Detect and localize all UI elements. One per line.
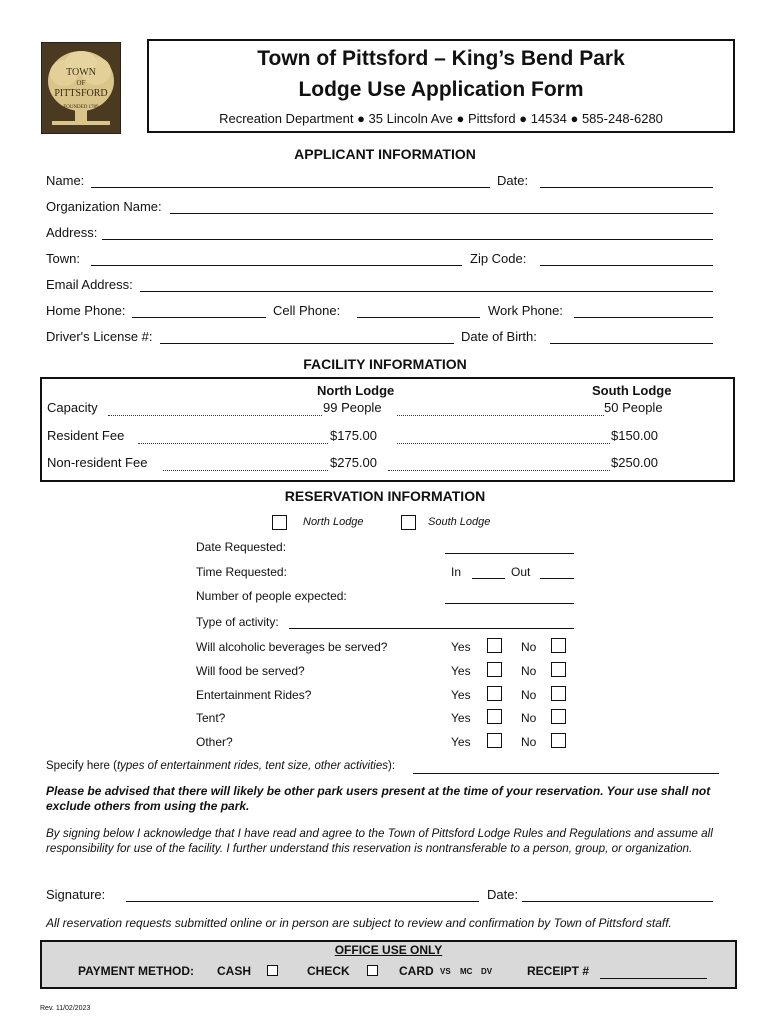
email-field[interactable] [140,291,713,292]
south-nonresident-fee: $250.00 [611,455,658,470]
north-lodge-checkbox[interactable] [272,515,287,530]
cell-phone-field[interactable] [357,317,480,318]
leader-dots [397,415,604,416]
north-lodge-header: North Lodge [317,383,395,398]
address-field[interactable] [102,239,713,240]
specify-label-end: ): [387,760,396,772]
south-lodge-header: South Lodge [592,383,672,398]
south-lodge-option-label: South Lodge [428,516,491,528]
north-nonresident-fee: $275.00 [330,455,377,470]
people-expected-label: Number of people expected: [196,589,347,603]
time-in-label: In [451,565,462,579]
address-label: Address: [46,225,98,240]
activity-type-label: Type of activity: [196,615,279,629]
email-label: Email Address: [46,277,133,292]
logo-line-4: FOUNDED 1789 [63,105,99,110]
form-title-line-1: Town of Pittsford – King’s Bend Park [257,47,625,70]
yes-label: Yes [451,688,471,702]
time-requested-label: Time Requested: [196,565,287,579]
specify-field[interactable] [413,773,719,774]
receipt-field[interactable] [600,978,707,979]
title-box [147,39,735,133]
south-lodge-checkbox[interactable] [401,515,416,530]
leader-dots [397,443,610,444]
receipt-label: RECEIPT # [527,964,590,978]
no-label: No [521,688,537,702]
leader-dots [388,470,610,471]
department-address: Recreation Department ● 35 Lincoln Ave ● Pittsford ● 14534 ● 585-248-6280 [219,111,663,126]
town-label: Town: [46,251,80,266]
date-label: Date: [497,173,529,188]
south-resident-fee: $150.00 [611,428,658,443]
no-label: No [521,664,537,678]
license-label: Driver's License #: [46,329,153,344]
tent-question: Tent? [196,711,226,725]
payment-method-label: PAYMENT METHOD: [78,964,195,978]
town-logo [41,42,121,134]
card-mc-label: MC [460,967,473,976]
time-in-field[interactable] [472,578,505,579]
signature-date-field[interactable] [522,901,713,902]
no-label: No [521,735,537,749]
organization-field[interactable] [170,213,713,214]
date-field[interactable] [540,187,713,188]
food-no-checkbox[interactable] [551,662,566,677]
no-label: No [521,711,537,725]
rides-no-checkbox[interactable] [551,686,566,701]
date-requested-label: Date Requested: [196,540,287,554]
work-phone-label: Work Phone: [488,303,563,318]
facility-heading: FACILITY INFORMATION [303,356,467,372]
tent-yes-checkbox[interactable] [487,709,502,724]
revision-label: Rev. 11/02/2023 [40,1005,91,1012]
card-dv-label: DV [481,967,493,976]
applicant-heading: APPLICANT INFORMATION [294,146,476,162]
card-vs-label: VS [440,967,451,976]
organization-label: Organization Name: [46,199,162,214]
north-capacity: 99 People [323,400,382,415]
home-phone-label: Home Phone: [46,303,126,318]
activity-type-field[interactable] [289,628,574,629]
rides-yes-checkbox[interactable] [487,686,502,701]
yes-label: Yes [451,664,471,678]
yes-label: Yes [451,711,471,725]
resident-fee-label: Resident Fee [47,428,125,443]
signature-field[interactable] [126,901,479,902]
other-yes-checkbox[interactable] [487,733,502,748]
alcohol-yes-checkbox[interactable] [487,638,502,653]
time-out-label: Out [511,565,531,579]
yes-label: Yes [451,640,471,654]
signature-date-label: Date: [487,887,519,902]
review-note: All reservation requests submitted online or in person are subject to review and confirmation by Town of Pittsford staff. [46,916,672,930]
zip-label: Zip Code: [470,251,527,266]
card-label: CARD [399,964,434,978]
agreement-text: By signing below I acknowledge that I have read and agree to the Town of Pittsford Lodge Rules and Regulations and assume all responsibility for use of the facility. I further understand this reservation is nontransferable to a person, group, or organization. [46,827,713,855]
date-requested-field[interactable] [445,553,574,554]
specify-label-start: Specify here ( [46,760,117,772]
nonresident-fee-label: Non-resident Fee [47,455,148,470]
facility-table [40,377,735,482]
logo-line-3: PITTSFORD [54,88,108,99]
check-label: CHECK [307,964,350,978]
cell-phone-label: Cell Phone: [273,303,341,318]
check-checkbox[interactable] [367,965,378,976]
logo-line-1: TOWN [66,67,96,78]
dob-field[interactable] [550,343,713,344]
home-phone-field[interactable] [132,317,266,318]
park-users-notice: Please be advised that there will likely be other park users present at the time of your reservation. Your use shall not exclude others from using the park. [46,784,711,813]
leader-dots [108,415,322,416]
work-phone-field[interactable] [574,317,713,318]
food-yes-checkbox[interactable] [487,662,502,677]
time-out-field[interactable] [540,578,574,579]
signature-label: Signature: [46,887,106,902]
people-expected-field[interactable] [445,603,574,604]
no-label: No [521,640,537,654]
rides-question: Entertainment Rides? [196,688,312,702]
office-use-title: OFFICE USE ONLY [334,943,443,957]
north-resident-fee: $175.00 [330,428,377,443]
south-capacity: 50 People [604,400,663,415]
alcohol-question: Will alcoholic beverages be served? [196,640,388,654]
capacity-label: Capacity [47,400,98,415]
yes-label: Yes [451,735,471,749]
name-field[interactable] [91,187,490,188]
tent-no-checkbox[interactable] [551,709,566,724]
leader-dots [138,443,328,444]
name-label: Name: [46,173,85,188]
specify-label-examples: types of entertainment rides, tent size, other activities [116,760,388,772]
reservation-heading: RESERVATION INFORMATION [284,488,486,504]
cash-label: CASH [217,964,252,978]
town-field[interactable] [91,265,462,266]
cash-checkbox[interactable] [267,965,278,976]
leader-dots [163,470,328,471]
other-no-checkbox[interactable] [551,733,566,748]
north-lodge-option-label: North Lodge [303,516,364,528]
license-field[interactable] [160,343,454,344]
form-title-line-2: Lodge Use Application Form [298,78,584,101]
alcohol-no-checkbox[interactable] [551,638,566,653]
other-question: Other? [196,735,233,749]
food-question: Will food be served? [196,664,305,678]
office-use-box [40,940,737,989]
specify-label [46,760,395,772]
zip-field[interactable] [540,265,713,266]
logo-line-2: OF [76,79,86,87]
dob-label: Date of Birth: [461,329,537,344]
